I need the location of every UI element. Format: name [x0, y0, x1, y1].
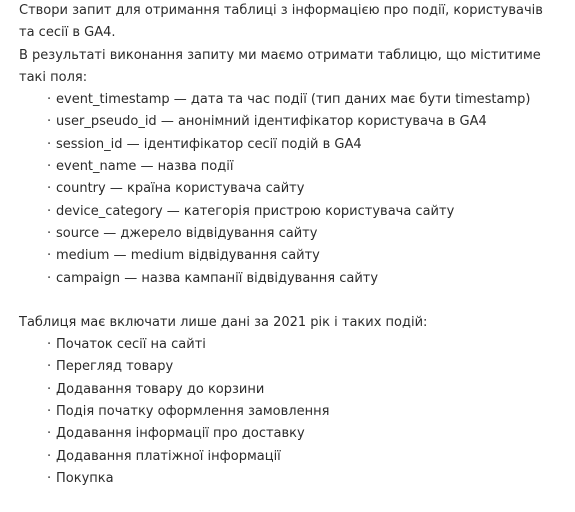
list-item: [47, 178, 561, 200]
bullet-icon: ·: [47, 248, 52, 264]
bullet-icon: ·: [47, 448, 52, 464]
event-text: Додавання інформації про доставку: [56, 426, 305, 442]
field-text: campaign — назва кампанії відвідування сайту: [56, 270, 379, 286]
field-text: event_name — назва події: [56, 159, 234, 175]
list-item: [47, 446, 561, 468]
list-item: [47, 156, 561, 178]
list-item: [47, 379, 561, 401]
list-item: [47, 111, 561, 133]
bullet-icon: ·: [47, 203, 52, 219]
event-text: Початок сесії на сайті: [56, 337, 206, 353]
list-item: [47, 201, 561, 223]
field-text: event_timestamp — дата та час події (тип даних має бути timestamp): [56, 92, 531, 108]
bullet-icon: ·: [47, 359, 52, 375]
bullet-icon: ·: [47, 404, 52, 420]
events-list: [19, 334, 561, 490]
field-text: source — джерело відвідування сайту: [56, 225, 318, 241]
intro-paragraph-1: Створи запит для отримання таблиці з інформацією про події, користувачів та сесії в GA4.: [19, 3, 543, 41]
bullet-icon: ·: [47, 337, 52, 353]
field-text: user_pseudo_id — анонімний ідентифікатор користувача в GA4: [56, 114, 487, 130]
field-text: device_category — категорія пристрою користувача сайту: [56, 203, 455, 219]
bullet-icon: ·: [47, 136, 52, 152]
list-item: [47, 223, 561, 245]
event-text: Перегляд товару: [56, 359, 174, 375]
bullet-icon: ·: [47, 92, 52, 108]
list-item: [47, 268, 561, 290]
field-text: session_id — ідентифікатор сесії подій в GA4: [56, 136, 362, 152]
bullet-icon: ·: [47, 381, 52, 397]
list-item: [47, 468, 561, 490]
field-text: medium — medium відвідування сайту: [56, 248, 320, 264]
intro-paragraph-2: В результаті виконання запиту ми маємо отримати таблицю, що міститиме такі поля:: [19, 47, 541, 85]
list-item: [47, 356, 561, 378]
bullet-icon: ·: [47, 181, 52, 197]
section-spacer: [19, 290, 561, 312]
bullet-icon: ·: [47, 159, 52, 175]
field-text: country — країна користувача сайту: [56, 181, 305, 197]
fields-list: [19, 89, 561, 290]
bullet-icon: ·: [47, 114, 52, 130]
list-item: [47, 334, 561, 356]
bullet-icon: ·: [47, 225, 52, 241]
bullet-icon: ·: [47, 470, 52, 486]
list-item: [47, 89, 561, 111]
events-intro-paragraph: Таблиця має включати лише дані за 2021 рік і таких подій:: [19, 314, 428, 330]
list-item: [47, 423, 561, 445]
bullet-icon: ·: [47, 270, 52, 286]
event-text: Покупка: [56, 470, 114, 486]
event-text: Додавання платіжної інформації: [56, 448, 281, 464]
list-item: [47, 134, 561, 156]
bullet-icon: ·: [47, 426, 52, 442]
event-text: Подія початку оформлення замовлення: [56, 404, 330, 420]
list-item: [47, 401, 561, 423]
event-text: Додавання товару до корзини: [56, 381, 265, 397]
list-item: [47, 245, 561, 267]
